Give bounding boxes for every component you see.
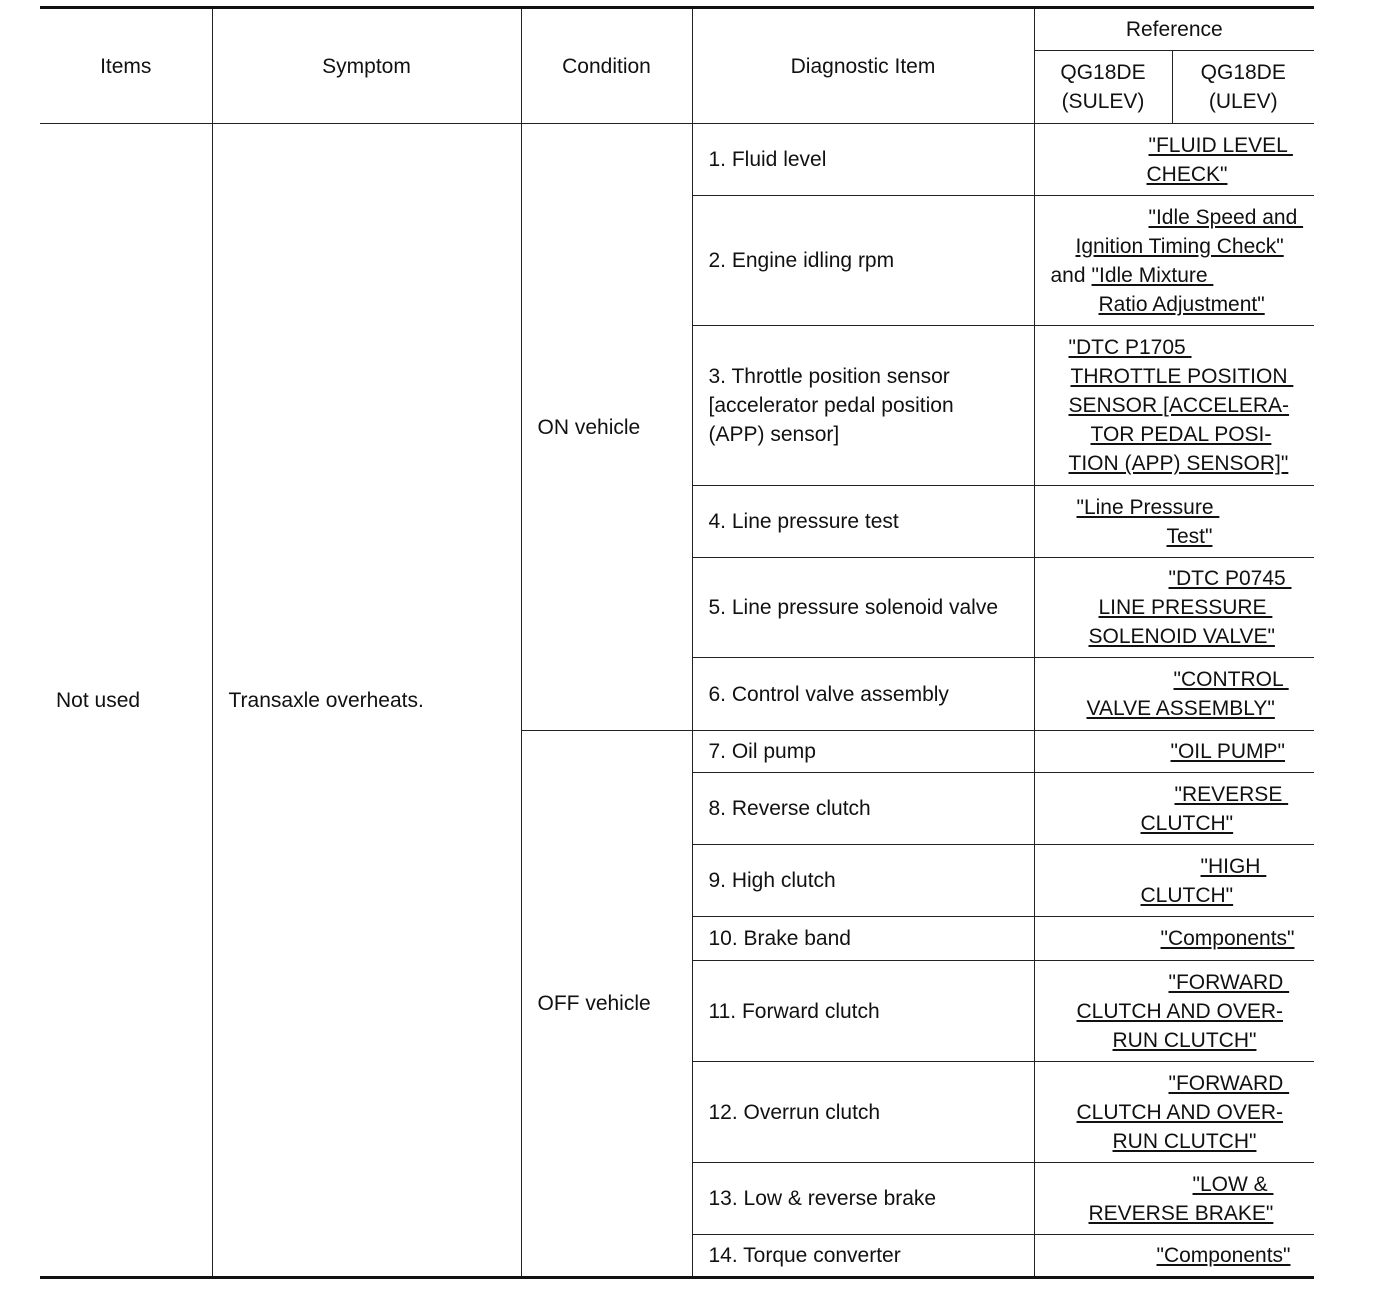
diagnostic-item: 12. Overrun clutch — [692, 1062, 1034, 1163]
header-ref-ulev-line1: QG18DE — [1200, 61, 1286, 84]
reference-inline-group — [1049, 261, 1299, 290]
reference-link[interactable]: "Line Pressure — [1076, 495, 1220, 519]
reference-cell — [1034, 658, 1314, 731]
diagnostic-item: 5. Line pressure solenoid valve — [692, 558, 1034, 658]
reference-cell — [1034, 196, 1314, 326]
reference-link[interactable]: CLUTCH AND OVER- — [1076, 1100, 1284, 1124]
reference-link[interactable]: RUN CLUTCH" — [1112, 1129, 1257, 1153]
reference-cell — [1034, 124, 1314, 196]
reference-link[interactable]: RUN CLUTCH" — [1112, 1028, 1257, 1052]
reference-cell — [1034, 326, 1314, 486]
header-ref-ulev — [1172, 51, 1314, 124]
reference-link[interactable]: "FORWARD — [1168, 970, 1290, 994]
reference-link[interactable]: "OIL PUMP" — [1170, 740, 1285, 763]
diagnostic-item: 14. Torque converter — [692, 1235, 1034, 1278]
items-cell: Not used — [40, 124, 212, 1278]
diagnostic-item: 11. Forward clutch — [692, 961, 1034, 1062]
reference-link[interactable]: "FORWARD — [1168, 1071, 1290, 1095]
diagnostic-item: 13. Low & reverse brake — [692, 1163, 1034, 1235]
table-row — [40, 124, 1314, 196]
diagnostic-item: 2. Engine idling rpm — [692, 196, 1034, 326]
diagnostic-item: 7. Oil pump — [692, 731, 1034, 773]
reference-link[interactable]: Test" — [1166, 524, 1213, 548]
reference-link[interactable]: THROTTLE POSITION — [1070, 365, 1294, 388]
header-condition: Condition — [521, 8, 692, 124]
reference-cell — [1034, 1062, 1314, 1163]
reference-cell — [1034, 486, 1314, 558]
reference-link[interactable]: "Idle Speed and — [1148, 205, 1304, 229]
reference-link[interactable]: "LOW & — [1192, 1172, 1274, 1196]
reference-cell — [1034, 917, 1314, 961]
condition-off-vehicle: OFF vehicle — [521, 731, 692, 1278]
reference-cell — [1034, 1163, 1314, 1235]
header-reference: Reference — [1034, 8, 1314, 51]
reference-cell — [1034, 558, 1314, 658]
condition-on-vehicle: ON vehicle — [521, 124, 692, 731]
reference-cell — [1034, 845, 1314, 917]
header-ref-sulev-line2: (SULEV) — [1061, 90, 1145, 113]
reference-link[interactable]: CLUTCH" — [1140, 811, 1234, 835]
reference-link[interactable]: "DTC P1705 — [1068, 336, 1192, 359]
diagnostic-item: 8. Reverse clutch — [692, 773, 1034, 845]
reference-link[interactable]: "CONTROL — [1173, 668, 1289, 691]
reference-link[interactable]: CLUTCH AND OVER- — [1076, 999, 1284, 1023]
diagnostic-table — [40, 6, 1314, 1279]
reference-link[interactable]: Ignition Timing Check" — [1075, 234, 1284, 258]
reference-link[interactable]: VALVE ASSEMBLY" — [1086, 697, 1275, 720]
reference-cell — [1034, 1235, 1314, 1278]
reference-link[interactable]: "Idle Mixture — [1091, 263, 1214, 287]
header-ref-sulev — [1034, 51, 1172, 124]
reference-link[interactable]: TOR PEDAL POSI- — [1090, 423, 1272, 446]
diagnostic-item: 6. Control valve assembly — [692, 658, 1034, 731]
reference-cell — [1034, 961, 1314, 1062]
reference-link[interactable]: CHECK" — [1146, 162, 1228, 186]
symptom-cell: Transaxle overheats. — [212, 124, 521, 1278]
header-items: Items — [40, 8, 212, 124]
diagnostic-table-page — [40, 6, 1314, 1279]
reference-link[interactable]: LINE PRESSURE — [1098, 596, 1273, 619]
reference-cell — [1034, 773, 1314, 845]
reference-link[interactable]: SENSOR [ACCELERA- — [1068, 394, 1290, 417]
diagnostic-item: 1. Fluid level — [692, 124, 1034, 196]
reference-link[interactable]: Ratio Adjustment" — [1098, 292, 1265, 316]
diagnostic-item: 3. Throttle position sensor [accelerator pedal position (APP) sensor] — [692, 326, 1034, 486]
header-diagnostic-item: Diagnostic Item — [692, 8, 1034, 124]
reference-link[interactable]: "FLUID LEVEL — [1148, 133, 1293, 157]
diagnostic-item: 9. High clutch — [692, 845, 1034, 917]
diagnostic-item: 4. Line pressure test — [692, 486, 1034, 558]
reference-link[interactable]: "REVERSE — [1174, 782, 1289, 806]
reference-link[interactable]: CLUTCH" — [1140, 883, 1234, 907]
reference-link[interactable]: "HIGH — [1200, 854, 1267, 878]
reference-cell — [1034, 731, 1314, 773]
reference-link[interactable]: "DTC P0745 — [1168, 567, 1292, 590]
reference-link[interactable]: "Components" — [1156, 1244, 1291, 1267]
reference-connector-text: and — [1050, 263, 1086, 287]
reference-link[interactable]: REVERSE BRAKE" — [1088, 1201, 1274, 1225]
reference-link[interactable]: TION (APP) SENSOR]" — [1068, 452, 1289, 475]
reference-link[interactable]: SOLENOID VALVE" — [1088, 625, 1275, 648]
diagnostic-item: 10. Brake band — [692, 917, 1034, 961]
header-ref-ulev-line2: (ULEV) — [1208, 90, 1278, 113]
reference-link[interactable]: "Components" — [1160, 927, 1295, 950]
header-ref-sulev-line1: QG18DE — [1060, 61, 1146, 84]
header-symptom: Symptom — [212, 8, 521, 124]
